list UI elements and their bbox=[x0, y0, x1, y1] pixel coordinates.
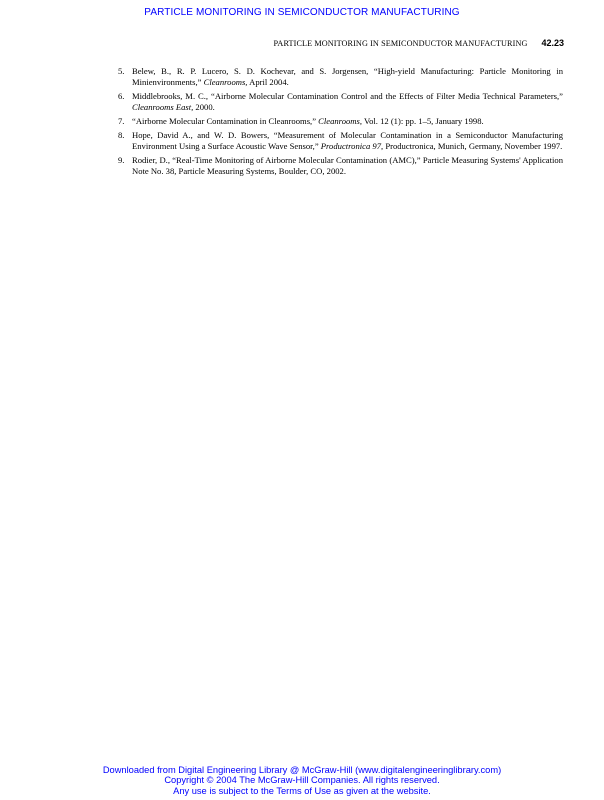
running-header bbox=[274, 38, 564, 48]
reference-text-tail: April 2004. bbox=[247, 76, 289, 87]
footer-download-link[interactable]: Downloaded from Digital Engineering Library @ McGraw-Hill (www.digitalengineeringlibrary.com) bbox=[102, 765, 502, 775]
footer-terms-notice: Any use is subject to the Terms of Use as given at the website. bbox=[173, 785, 431, 796]
reference-item bbox=[113, 155, 563, 176]
footer-copyright: Copyright © 2004 The McGraw-Hill Companies. All rights reserved. bbox=[164, 775, 440, 786]
reference-item bbox=[113, 91, 563, 112]
reference-text bbox=[132, 155, 563, 176]
reference-item bbox=[113, 130, 563, 151]
reference-text-tail: 2000. bbox=[193, 101, 215, 112]
download-footer bbox=[0, 765, 604, 796]
reference-text bbox=[132, 91, 563, 112]
reference-source-italic: Cleanrooms bbox=[318, 115, 360, 126]
reference-item bbox=[113, 116, 563, 127]
running-header-title: PARTICLE MONITORING IN SEMICONDUCTOR MANUFACTURING bbox=[273, 39, 528, 48]
reference-source-italic: Cleanrooms, bbox=[203, 76, 248, 87]
reference-list bbox=[113, 66, 563, 180]
reference-text-plain: Hope, David A., and W. D. Bowers, “Measurement of Molecular Contamination in a Semiconductor Manufacturing Environment Using a Surface Acoustic Wave Sensor,” bbox=[132, 130, 563, 151]
reference-number: 6. bbox=[118, 90, 125, 101]
top-banner-title: PARTICLE MONITORING IN SEMICONDUCTOR MANUFACTURING bbox=[144, 7, 460, 18]
page-number: 42.23 bbox=[541, 38, 564, 48]
reference-number: 7. bbox=[118, 115, 125, 126]
reference-text-plain: Rodier, D., “Real-Time Monitoring of Airborne Molecular Contamination (AMC),” Particle Measuring Systems' Application Note No. 38, Particle Measuring Systems, Boulder, CO, 2002. bbox=[132, 155, 563, 176]
reference-source-italic: Cleanrooms East, bbox=[132, 101, 194, 112]
reference-item bbox=[113, 66, 563, 87]
reference-text bbox=[132, 116, 484, 126]
reference-text-plain: “Airborne Molecular Contamination in Cleanrooms,” bbox=[132, 115, 319, 126]
reference-text-tail: , Productronica, Munich, Germany, November 1997. bbox=[381, 140, 563, 151]
reference-text bbox=[132, 130, 563, 151]
reference-text bbox=[132, 66, 563, 87]
reference-source-italic: Productronica 97 bbox=[320, 140, 382, 151]
reference-text-plain: Belew, B., R. P. Lucero, S. D. Kochevar, and S. Jorgensen, “High-yield Manufacturing: Particle Monitoring in Minienvironments,” bbox=[132, 66, 563, 87]
reference-number: 5. bbox=[118, 66, 125, 76]
reference-text-tail: , Vol. 12 (1): pp. 1–5, January 1998. bbox=[359, 115, 484, 126]
reference-number: 9. bbox=[118, 155, 125, 166]
reference-number: 8. bbox=[118, 130, 125, 141]
reference-text-plain: Middlebrooks, M. C., “Airborne Molecular Contamination Control and the Effects of Filter Media Technical Parameters,” bbox=[132, 90, 563, 101]
